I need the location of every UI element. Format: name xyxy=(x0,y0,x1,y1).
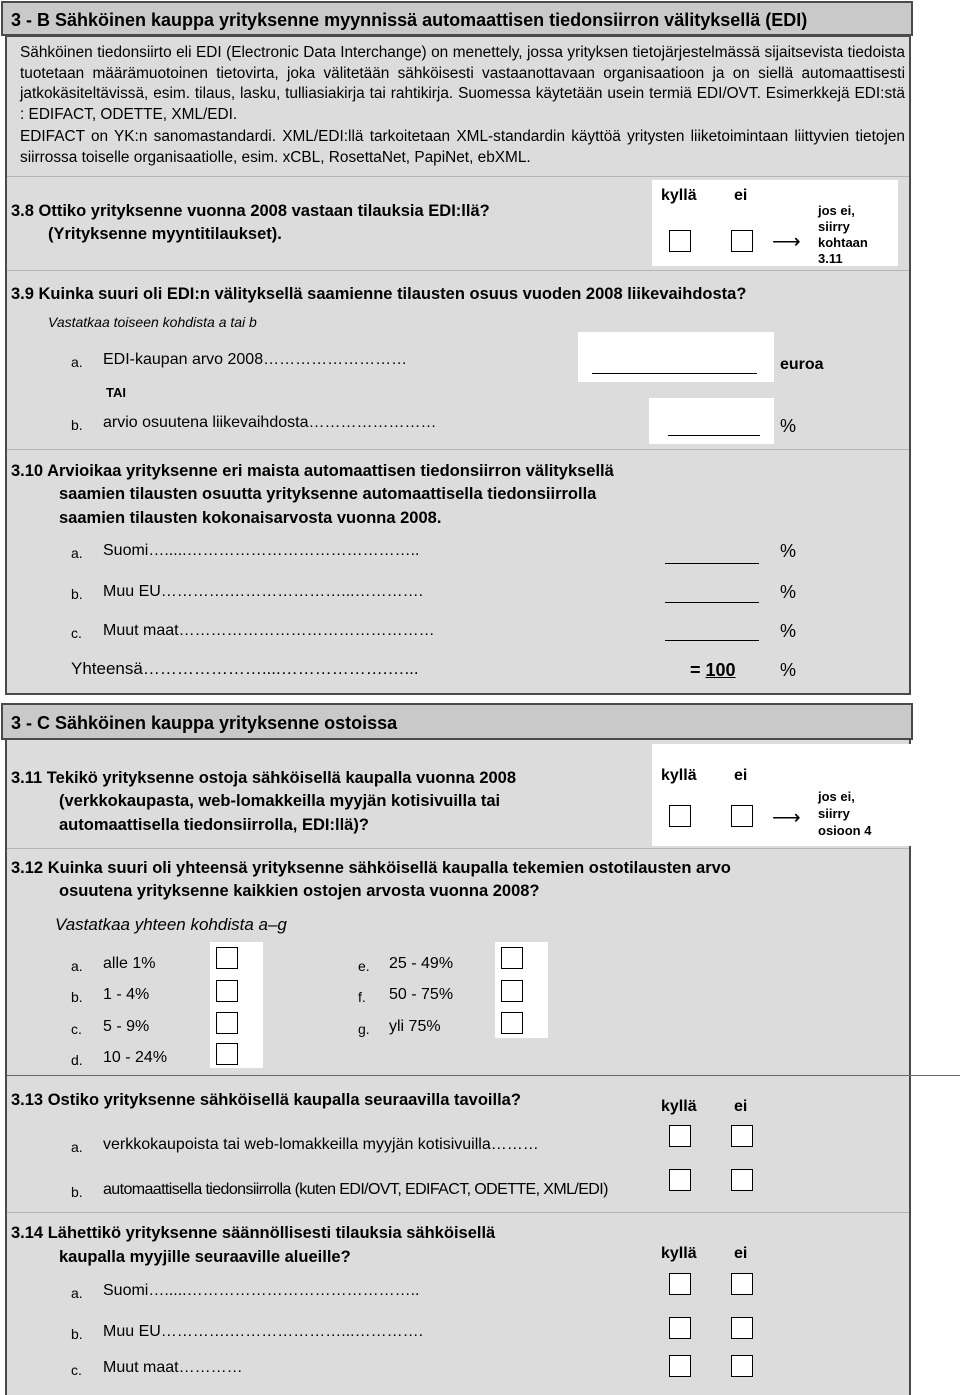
q314-c-letter: c. xyxy=(71,1362,82,1378)
q38-no-label: ei xyxy=(734,187,748,204)
q39-or-label: TAI xyxy=(106,385,126,400)
q312-b-label: 1 - 4% xyxy=(103,986,150,1003)
q312-b-letter: b. xyxy=(71,989,83,1005)
q312-divider xyxy=(7,1075,960,1076)
q314-a-label: Suomi….....…………………………………….. xyxy=(103,1282,420,1299)
section-3c-title: 3 - C Sähköinen kauppa yrityksenne ostoissa xyxy=(11,713,398,733)
q314-a-yes-checkbox[interactable] xyxy=(669,1273,691,1295)
q311-line3: automaattisella tiedonsiirrolla, EDI:llä)? xyxy=(59,816,369,834)
arrow-right-icon: ⟶ xyxy=(772,807,801,829)
q314-no-label: ei xyxy=(734,1245,748,1262)
q39-title: 3.9 Kuinka suuri oli EDI:n välityksellä saamienne tilausten osuus vuoden 2008 liikevaihdosta? xyxy=(11,285,747,303)
q311-yes-checkbox[interactable] xyxy=(669,805,691,827)
q38-no-checkbox[interactable] xyxy=(731,230,753,252)
q39-b-input-line[interactable] xyxy=(668,435,760,436)
q310-c-label: Muut maat………………………………………… xyxy=(103,622,435,639)
q310-b-letter: b. xyxy=(71,586,83,602)
q39-b-unit: % xyxy=(780,416,797,436)
q310-total-unit: % xyxy=(780,660,797,680)
q313-a-no-checkbox[interactable] xyxy=(731,1125,753,1147)
q313-b-yes-checkbox[interactable] xyxy=(669,1169,691,1191)
q313-title: 3.13 Ostiko yrityksenne sähköisellä kaupalla seuraavilla tavoilla? xyxy=(11,1091,521,1109)
q310-c-input-line[interactable] xyxy=(665,640,759,641)
q38-line2: (Yrityksenne myyntitilaukset). xyxy=(48,225,282,243)
q310-c-letter: c. xyxy=(71,625,82,641)
q312-line2: osuutena yrityksenne kaikkien ostojen arvosta vuonna 2008? xyxy=(59,882,540,900)
q313-b-label: automaattisella tiedonsiirrolla (kuten EDI/OVT, EDIFACT, ODETTE, XML/EDI) xyxy=(103,1181,608,1198)
arrow-right-icon: ⟶ xyxy=(772,231,801,253)
q312-g-letter: g. xyxy=(358,1021,370,1037)
q39-a-label: EDI-kaupan arvo 2008……………………… xyxy=(103,351,408,368)
q312-instruction: Vastatkaa yhteen kohdista a–g xyxy=(55,915,287,934)
q312-f-label: 50 - 75% xyxy=(389,986,454,1003)
q312-a-label: alle 1% xyxy=(103,955,156,972)
q312-d-letter: d. xyxy=(71,1052,83,1068)
q310-a-letter: a. xyxy=(71,545,83,561)
q312-a-checkbox[interactable] xyxy=(216,947,238,969)
q310-total-label: Yhteensä…………………....……………….…... xyxy=(71,659,419,678)
q312-e-label: 25 - 49% xyxy=(389,955,454,972)
q311-answer-area xyxy=(652,744,912,846)
q312-g-checkbox[interactable] xyxy=(501,1012,523,1034)
intro-paragraph-2: EDIFACT on YK:n sanomastandardi. XML/EDI:llä tarkoitetaan XML-standardin käyttöä yritysten liiketoimintaan liittyvien tietojen siirrossa toiselle organisaatiolle, esim. xCBL, RosettaNet, PapiNet, ebXML. xyxy=(20,128,905,166)
q310-a-input-line[interactable] xyxy=(665,563,759,564)
q313-b-letter: b. xyxy=(71,1184,83,1200)
q39-b-label: arvio osuutena liikevaihdosta…………………… xyxy=(103,414,437,431)
q39-a-input-line[interactable] xyxy=(592,373,757,374)
q312-e-letter: e. xyxy=(358,958,370,974)
q313-no-label: ei xyxy=(734,1098,748,1115)
q313-a-letter: a. xyxy=(71,1139,83,1155)
q314-b-letter: b. xyxy=(71,1326,83,1342)
q39-a-unit: euroa xyxy=(780,356,824,373)
q314-line1: 3.14 Lähettikö yrityksenne säännöllisesti tilauksia sähköisellä xyxy=(11,1224,496,1242)
q314-c-no-checkbox[interactable] xyxy=(731,1355,753,1377)
q38-yes-label: kyllä xyxy=(661,187,697,204)
q38-yes-checkbox[interactable] xyxy=(669,230,691,252)
q311-no-checkbox[interactable] xyxy=(731,805,753,827)
q311-line2: (verkkokaupasta, web-lomakkeilla myyjän kotisivuilla tai xyxy=(59,792,501,810)
q312-line1: 3.12 Kuinka suuri oli yhteensä yrityksenne sähköisellä kaupalla tekemien ostotilausten arvo xyxy=(11,859,731,877)
q312-g-label: yli 75% xyxy=(389,1018,441,1035)
intro-paragraph-1: Sähköinen tiedonsiirto eli EDI (Electronic Data Interchange) on menettely, jossa yrityksen tietojärjestelmässä sijaitsevista tiedoista tuotetaan määrämuotoinen tietovirta, joka välitetään sähköisesti vastaanottavaan organisaatioon ja on siellä automaattisesti jatkokäsiteltävissä, esim. tilaus, lasku, tulliasiakirja tai rahtikirja. Suomessa käytetään usein termiä EDI/OVT. Esimerkkejä EDI:stä : EDIFACT, ODETTE, XML/EDI. xyxy=(20,44,905,123)
q312-c-letter: c. xyxy=(71,1021,82,1037)
q39-b-answer-area xyxy=(649,398,774,444)
q312-c-checkbox[interactable] xyxy=(216,1012,238,1034)
q310-line1: 3.10 Arvioikaa yrityksenne eri maista automaattisen tiedonsiirron välityksellä xyxy=(11,462,614,480)
q312-d-label: 10 - 24% xyxy=(103,1049,168,1066)
q39-divider xyxy=(7,449,909,450)
q39-instruction: Vastatkaa toiseen kohdista a tai b xyxy=(48,314,257,330)
q312-b-checkbox[interactable] xyxy=(216,980,238,1002)
q311-line1: 3.11 Tekikö yrityksenne ostoja sähköisellä kaupalla vuonna 2008 xyxy=(11,769,517,787)
q312-d-checkbox[interactable] xyxy=(216,1043,238,1065)
q312-a-letter: a. xyxy=(71,958,83,974)
q312-c-label: 5 - 9% xyxy=(103,1018,150,1035)
q313-a-yes-checkbox[interactable] xyxy=(669,1125,691,1147)
q314-a-letter: a. xyxy=(71,1285,83,1301)
section-3b-header xyxy=(1,1,913,36)
q310-c-unit: % xyxy=(780,621,797,641)
q310-b-input-line[interactable] xyxy=(665,602,759,603)
q312-f-letter: f. xyxy=(358,989,366,1005)
section-3b-title: 3 - B Sähköinen kauppa yrityksenne myynnissä automaattisen tiedonsiirron välityksellä (EDI) xyxy=(11,10,808,30)
q314-b-label: Muu EU………….…………………...…………. xyxy=(103,1323,424,1340)
q310-line3: saamien tilausten kokonaisarvosta vuonna 2008. xyxy=(59,509,442,527)
q313-yes-label: kyllä xyxy=(661,1098,697,1115)
q314-a-no-checkbox[interactable] xyxy=(731,1273,753,1295)
q314-yes-label: kyllä xyxy=(661,1245,697,1262)
q313-b-no-checkbox[interactable] xyxy=(731,1169,753,1191)
q310-a-unit: % xyxy=(780,541,797,561)
q314-c-yes-checkbox[interactable] xyxy=(669,1355,691,1377)
q38-line1: 3.8 Ottiko yrityksenne vuonna 2008 vastaan tilauksia EDI:llä? xyxy=(11,202,490,220)
q312-e-checkbox[interactable] xyxy=(501,947,523,969)
q313-divider xyxy=(7,1212,909,1213)
q311-yes-label: kyllä xyxy=(661,767,697,784)
q39-a-letter: a. xyxy=(71,354,83,370)
section-3c-header xyxy=(1,703,913,740)
q311-divider xyxy=(7,848,909,849)
intro-divider xyxy=(7,176,909,177)
q38-divider xyxy=(7,270,909,271)
q314-b-yes-checkbox[interactable] xyxy=(669,1317,691,1339)
q314-c-label: Muut maat………… xyxy=(103,1359,243,1376)
q314-line2: kaupalla myyjille seuraaville alueille? xyxy=(59,1248,351,1266)
q310-b-unit: % xyxy=(780,582,797,602)
q311-no-label: ei xyxy=(734,767,748,784)
q312-f-checkbox[interactable] xyxy=(501,980,523,1002)
q39-b-letter: b. xyxy=(71,417,83,433)
q310-line2: saamien tilausten osuutta yrityksenne automaattisella tiedonsiirrolla xyxy=(59,485,597,503)
q310-total-value: = 100 xyxy=(690,660,736,680)
q310-b-label: Muu EU………….…………………...…………. xyxy=(103,583,424,600)
q314-b-no-checkbox[interactable] xyxy=(731,1317,753,1339)
q39-a-answer-area xyxy=(578,332,774,382)
q310-a-label: Suomi….....…………………………………….. xyxy=(103,542,420,559)
q313-a-label: verkkokaupoista tai web-lomakkeilla myyjän kotisivuilla……… xyxy=(103,1136,539,1153)
